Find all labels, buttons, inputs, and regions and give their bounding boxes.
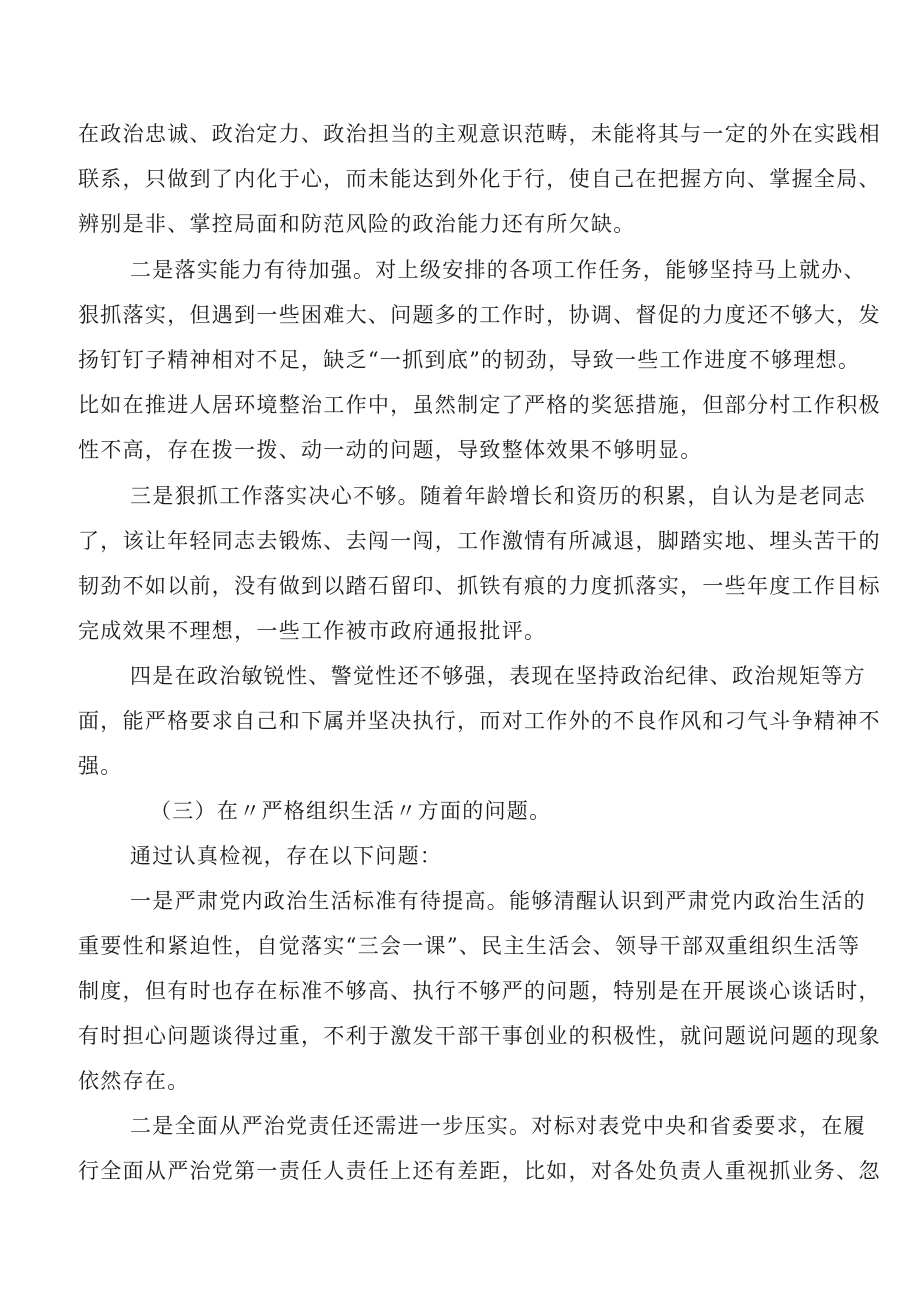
section-heading: （三）在〃严格组织生活〃方面的问题。: [150, 799, 552, 823]
text-line: 在政治忠诚、政治定力、政治担当的主观意识范畴，未能将其与一定的外在实践相: [78, 122, 881, 146]
text-line: 比如在推进人居环境整治工作中，虽然制定了严格的奖惩措施，但部分村工作积极: [78, 393, 881, 417]
text-line: 有时担心问题谈得过重，不利于激发干部干事创业的积极性，就问题说问题的现象: [78, 1024, 881, 1048]
paragraph-start-line: 一是严肃党内政治生活标准有待提高。能够清醒认识到严肃党内政治生活的: [130, 889, 866, 913]
paragraph-start-line: 通过认真检视，存在以下问题：: [130, 844, 443, 868]
text-line: 性不高，存在拨一拨、动一动的问题，导致整体效果不够明显。: [78, 438, 703, 462]
text-line: 制度，但有时也存在标准不够高、执行不够严的问题，特别是在开展谈心谈话时，: [78, 979, 881, 1003]
text-line: 狠抓落实，但遇到一些困难大、问题多的工作时，协调、督促的力度还不够大，发: [78, 303, 881, 327]
text-line: 联系，只做到了内化于心，而未能达到外化于行，使自己在把握方向、掌握全局、: [78, 167, 881, 191]
text-line: 重要性和紧迫性，自觉落实“三会一课”、民主生活会、领导干部双重组织生活等: [78, 934, 861, 958]
paragraph-start-line: 二是全面从严治党责任还需进一步压实。对标对表党中央和省委要求，在履: [130, 1114, 866, 1138]
paragraph-start-line: 四是在政治敏锐性、警觉性还不够强，表现在坚持政治纪律、政治规矩等方: [130, 664, 866, 688]
text-line: 依然存在。: [78, 1069, 190, 1093]
text-line: 完成效果不理想，一些工作被市政府通报批评。: [78, 619, 547, 643]
text-line: 扬钉钉子精神相对不足，缺乏“一抓到底”的韧劲，导致一些工作进度不够理想。: [78, 348, 861, 372]
paragraph-start-line: 三是狠抓工作落实决心不够。随着年龄增长和资历的积累，自认为是老同志: [130, 484, 866, 508]
text-line: 韧劲不如以前，没有做到以踏石留印、抓铁有痕的力度抓落实，一些年度工作目标: [78, 574, 881, 598]
text-line: 辨别是非、掌控局面和防范风险的政治能力还有所欠缺。: [78, 212, 636, 236]
text-line: 面，能严格要求自己和下属并坚决执行，而对工作外的不良作风和刁气斗争精神不: [78, 709, 881, 733]
paragraph-start-line: 二是落实能力有待加强。对上级安排的各项工作任务，能够坚持马上就办、: [130, 258, 866, 282]
text-line: 了，该让年轻同志去锻炼、去闯一闯，工作激情有所减退，脚踏实地、埋头苦干的: [78, 529, 881, 553]
text-line: 行全面从严治党第一责任人责任上还有差距，比如，对各处负责人重视抓业务、忽: [78, 1159, 881, 1183]
text-line: 强。: [78, 754, 123, 778]
